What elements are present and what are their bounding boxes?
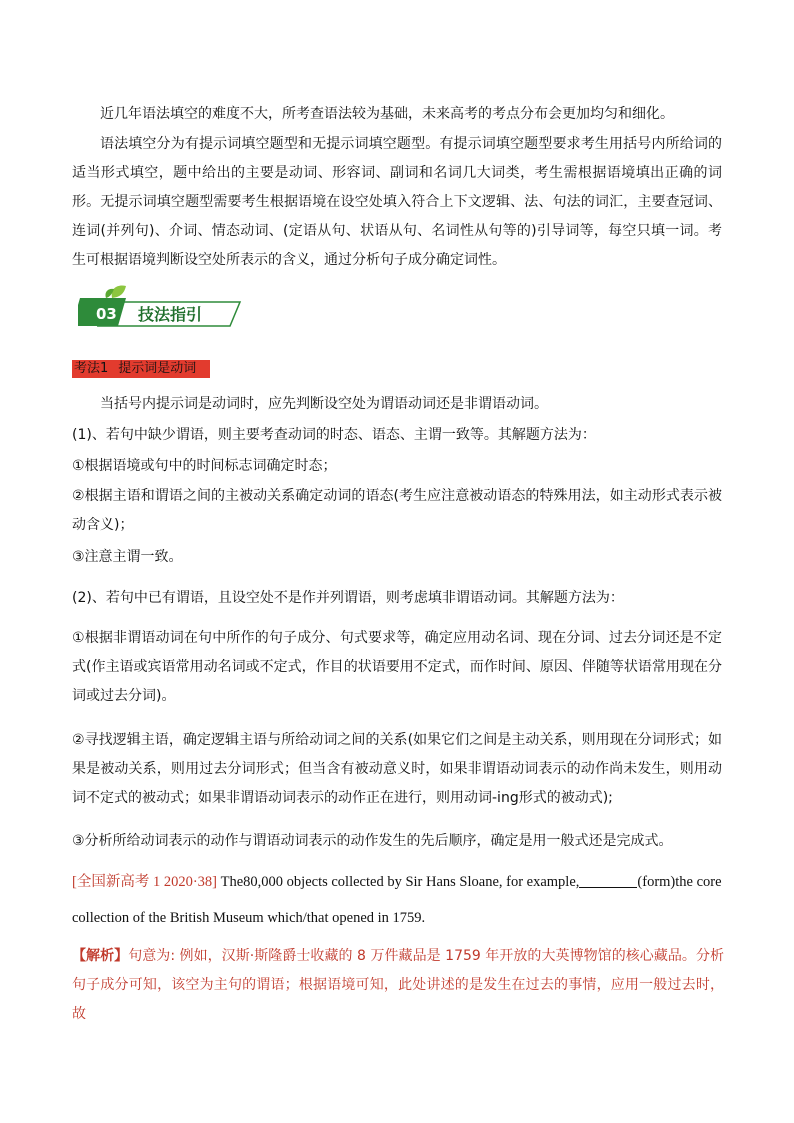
method-label: 考法1 <box>74 361 109 376</box>
case-2-step-3: ③分析所给动词表示的动作与谓语动词表示的动作发生的先后顺序，确定是用一般式还是完成式。 <box>72 833 673 849</box>
section-number: 03 <box>96 305 117 323</box>
case-1-step-1: ①根据语境或句中的时间标志词确定时态； <box>72 458 337 474</box>
case-1-heading: (1)、若句中缺少谓语，则主要考查动词的时态、语态、主谓一致等。其解题方法为： <box>72 427 596 443</box>
analysis-paragraph <box>72 942 724 1029</box>
section-title: 技法指引 <box>138 305 203 324</box>
leaf-icon <box>112 286 126 299</box>
case-2-heading: (2)、若句中已有谓语，且设空处不是作并列谓语，则考虑填非谓语动词。其解题方法为： <box>72 590 624 606</box>
case-2-step-2: ②寻找逻辑主语，确定逻辑主语与所给动词之间的关系(如果它们之间是主动关系，则用现在分词形式；如果是被动关系，则用过去分词形式；但当含有被动意义时，如果非谓语动词表示的动作尚未发生，则用动词不定式的被动式；如果非谓语动词表示的动作正在进行，则用动词-ing形式的被动式); <box>72 732 722 806</box>
example-text-before: The80,000 objects collected by Sir Hans Sloane, for example, <box>217 874 580 890</box>
case-1-step-3: ③注意主谓一致。 <box>72 549 183 565</box>
example-line-2: collection of the British Museum which/that opened in 1759. <box>72 910 426 926</box>
intro-paragraph-2: 语法填空分为有提示词填空题型和无提示词填空题型。有提示词填空题型要求考生用括号内所给词的适当形式填空，题中给出的主要是动词、形容词、副词和名词几大词类，考生需根据语境填出正确的词形。无提示词填空题型需要考生根据语境在设空处填入符合上下文逻辑、法、句法的词汇，主要查冠词、连词(并列句)、介词、情态动词、(定语从句、状语从句、名词性从句等的)引导词等，每空只填一词。考生可根据语境判断设空处所表示的含义，通过分析句子成分确定词性。 <box>72 136 722 268</box>
case-1-step-2: ②根据主语和谓语之间的主被动关系确定动词的语态(考生应注意被动语态的特殊用法，如主动形式表示被动含义)； <box>72 488 722 533</box>
analysis-text: 句意为: 例如，汉斯·斯隆爵士收藏的 8 万件藏品是 1759 年开放的大英博物馆的核心藏品。分析句子成分可知，该空为主句的谓语；根据语境可知，此处讲述的是发生在过去的事情，应用一般过去时，故 <box>72 948 725 1022</box>
case-2-step-1: ①根据非谓语动词在句中所作的句子成分、句式要求等，确定应用动名词、现在分词、过去分词还是不定式(作主语或宾语常用动名词或不定式，作目的状语要用不定式，而作时间、原因、伴随等状语常用现在分词或过去分词)。 <box>72 630 722 704</box>
method-heading <box>72 360 210 378</box>
section-banner <box>78 284 248 330</box>
analysis-tag: 【解析】 <box>72 948 129 964</box>
example-question <box>72 868 732 897</box>
example-text-after: (form)the core <box>637 874 722 890</box>
example-source: [全国新高考 1 2020·38] <box>72 874 217 890</box>
answer-blank[interactable] <box>579 873 637 888</box>
method-title: 提示词是动词 <box>118 361 197 376</box>
intro-paragraph-1: 近几年语法填空的难度不大，所考查语法较为基础，未来高考的考点分布会更加均匀和细化。 <box>100 106 674 122</box>
lead-text: 当括号内提示词是动词时，应先判断设空处为谓语动词还是非谓语动词。 <box>100 396 548 412</box>
